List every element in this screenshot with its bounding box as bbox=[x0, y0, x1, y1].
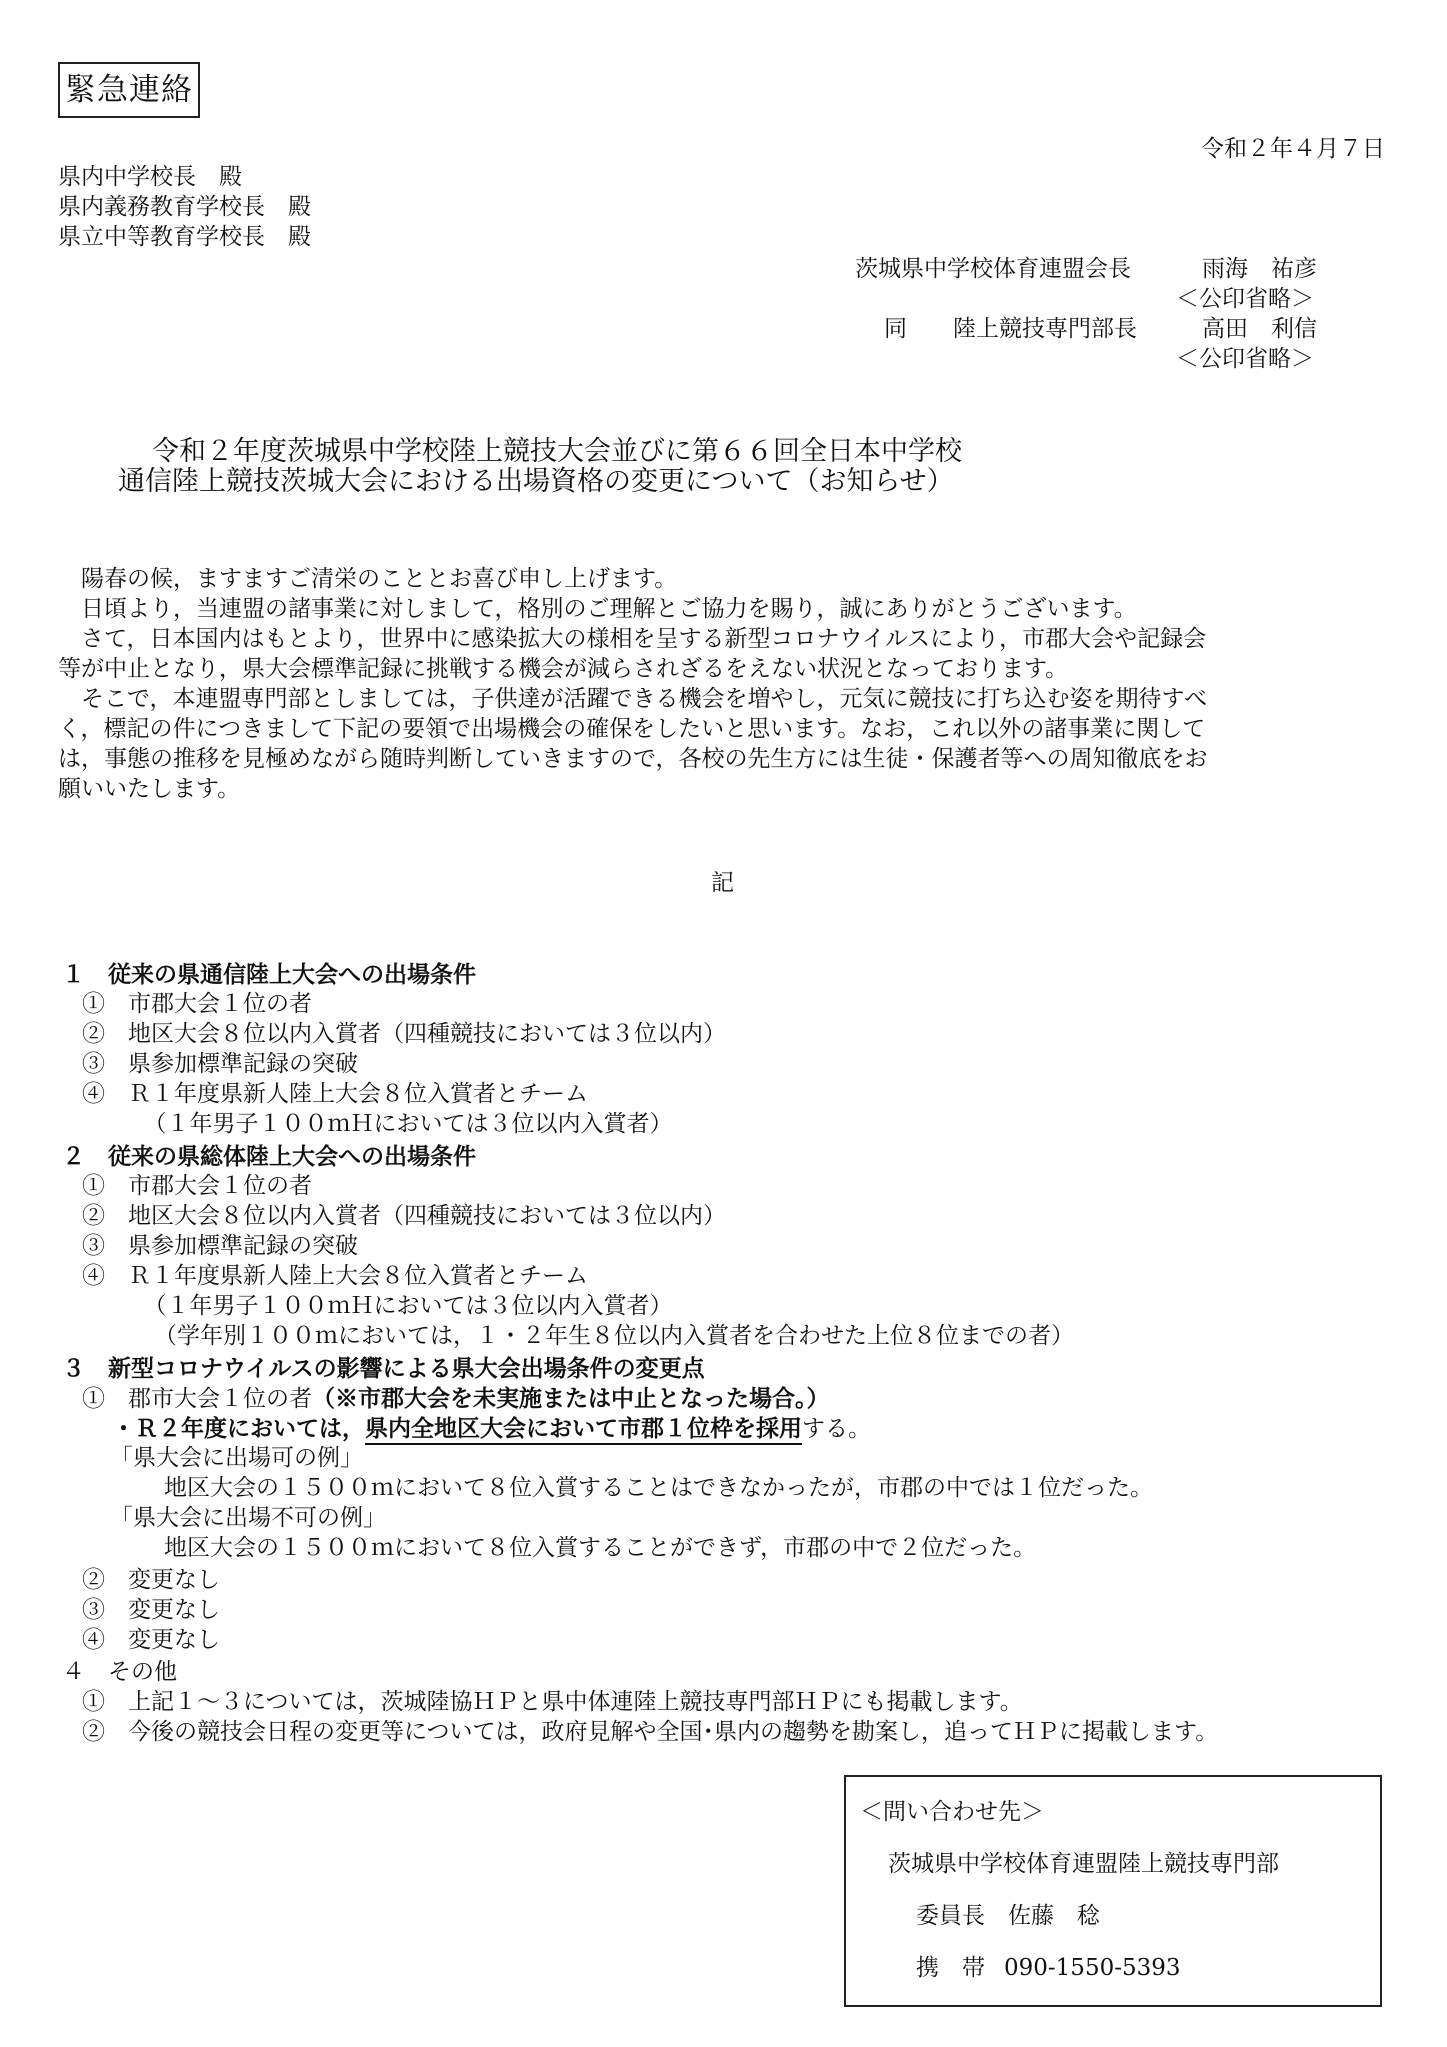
section2-item: ② 地区大会８位以内入賞者（四種競技においては３位以内） bbox=[82, 1203, 726, 1229]
section2-item-note: （学年別１００ｍにおいては，１・２年生８位以内入賞者を合わせた上位８位までの者） bbox=[154, 1323, 1074, 1349]
addressee-line: 県立中等教育学校長 殿 bbox=[58, 224, 311, 250]
section2-heading: ２ 従来の県総体陸上大会への出場条件 bbox=[62, 1143, 476, 1170]
example-ok-text: 地区大会の１５００ｍにおいて８位入賞することはできなかったが，市郡の中では１位だった。 bbox=[164, 1475, 1153, 1501]
seal-omitted: ＜公印省略＞ bbox=[1176, 346, 1314, 372]
contact-chair: 委員長 佐藤 稔 bbox=[916, 1903, 1100, 1929]
sender-name: 雨海 祐彦 bbox=[1202, 256, 1317, 282]
addressee-line: 県内義務教育学校長 殿 bbox=[58, 194, 311, 220]
section1-item: ③ 県参加標準記録の突破 bbox=[82, 1051, 358, 1077]
document-date: 令和２年４月７日 bbox=[1201, 136, 1385, 162]
sender-name: 高田 利信 bbox=[1202, 316, 1317, 342]
contact-box bbox=[844, 1775, 1382, 2007]
contact-org: 茨城県中学校体育連盟陸上競技専門部 bbox=[888, 1851, 1279, 1877]
section3-r2-emphasis: 県内全地区大会において市郡１位枠を採用 bbox=[365, 1415, 802, 1445]
section1-item: ④ Ｒ１年度県新人陸上大会８位入賞者とチーム bbox=[82, 1081, 588, 1107]
body-line: 願いいたします。 bbox=[58, 776, 241, 802]
section1-item-note: （１年男子１００ｍＨにおいては３位以内入賞者） bbox=[132, 1111, 673, 1137]
body-line: は，事態の推移を見極めながら随時判断していきますので，各校の先生方には生徒・保護者等への周知徹底をお bbox=[58, 746, 1208, 772]
body-line: 日頃より，当連盟の諸事業に対しまして，格別のご理解とご協力を賜り，誠にありがとうございます。 bbox=[58, 596, 1137, 622]
body-line: そこで，本連盟専門部としましては，子供達が活躍できる機会を増やし，元気に競技に打ち込む姿を期待すべ bbox=[58, 686, 1208, 712]
example-ok-label: 「県大会に出場可の例」 bbox=[110, 1445, 363, 1471]
section1-item: ② 地区大会８位以内入賞者（四種競技においては３位以内） bbox=[82, 1021, 726, 1047]
example-ng-label: 「県大会に出場不可の例」 bbox=[110, 1505, 386, 1531]
section3-item1-note: （※市郡大会を未実施または中止となった場合。） bbox=[312, 1385, 830, 1412]
body-line: 等が中止となり，県大会標準記録に挑戦する機会が減らされざるをえない状況となっております。 bbox=[58, 656, 1069, 682]
section3-r2-suffix: する。 bbox=[802, 1416, 871, 1442]
section2-item: ③ 県参加標準記録の突破 bbox=[82, 1233, 358, 1259]
section2-item: ④ Ｒ１年度県新人陸上大会８位入賞者とチーム bbox=[82, 1263, 588, 1289]
section3-item: ④ 変更なし bbox=[82, 1627, 220, 1653]
section3-item1 bbox=[82, 1387, 830, 1411]
section2-item-note: （１年男子１００ｍＨにおいては３位以内入賞者） bbox=[132, 1293, 673, 1319]
contact-phone-label: 携 帯 bbox=[916, 1955, 985, 1981]
document-title-line1: 令和２年度茨城県中学校陸上競技大会並びに第６６回全日本中学校 bbox=[152, 436, 962, 467]
body-line: さて，日本国内はもとより，世界中に感染拡大の様相を呈する新型コロナウイルスにより，市郡大会や記録会 bbox=[58, 626, 1207, 652]
addressee-line: 県内中学校長 殿 bbox=[58, 164, 242, 190]
ki-heading: 記 bbox=[711, 870, 734, 896]
document-title-line2: 通信陸上競技茨城大会における出場資格の変更について（お知らせ） bbox=[118, 466, 954, 497]
urgent-notice-label: 緊急連絡 bbox=[58, 62, 200, 118]
section3-item: ③ 変更なし bbox=[82, 1597, 220, 1623]
contact-label: ＜問い合わせ先＞ bbox=[860, 1799, 1044, 1825]
body-line: く，標記の件につきまして下記の要領で出場機会の確保をしたいと思います。なお，これ以外の諸事業に関して bbox=[58, 716, 1206, 742]
section4-item: ② 今後の競技会日程の変更等については，政府見解や全国･県内の趨勢を勘案し，追ってＨＰに掲載します。 bbox=[82, 1719, 1219, 1745]
example-ng-text: 地区大会の１５００ｍにおいて８位入賞することができず，市郡の中で２位だった。 bbox=[164, 1535, 1037, 1561]
section1-heading: １ 従来の県通信陸上大会への出場条件 bbox=[62, 961, 476, 988]
sender-org: 茨城県中学校体育連盟会長 bbox=[855, 256, 1131, 282]
body-line: 陽春の候，ますますご清栄のこととお喜び申し上げます。 bbox=[58, 566, 678, 592]
section3-item1-label: ① 郡市大会１位の者 bbox=[82, 1386, 312, 1412]
section1-item: ① 市郡大会１位の者 bbox=[82, 991, 312, 1017]
contact-phone-number[interactable]: 090-1550-5393 bbox=[1004, 1955, 1181, 1981]
section3-r2-prefix: ・Ｒ２年度においては， bbox=[112, 1415, 365, 1442]
sender-org: 同 陸上競技専門部長 bbox=[884, 316, 1137, 342]
section2-item: ① 市郡大会１位の者 bbox=[82, 1173, 312, 1199]
section4-item: ① 上記１～３については，茨城陸協ＨＰと県中体連陸上競技専門部ＨＰにも掲載します。 bbox=[82, 1689, 1023, 1715]
section3-item: ② 変更なし bbox=[82, 1567, 220, 1593]
seal-omitted: ＜公印省略＞ bbox=[1176, 286, 1314, 312]
section3-r2-rule bbox=[112, 1417, 871, 1441]
section4-heading: ４ その他 bbox=[62, 1659, 177, 1685]
section3-heading: ３ 新型コロナウイルスの影響による県大会出場条件の変更点 bbox=[62, 1355, 705, 1382]
